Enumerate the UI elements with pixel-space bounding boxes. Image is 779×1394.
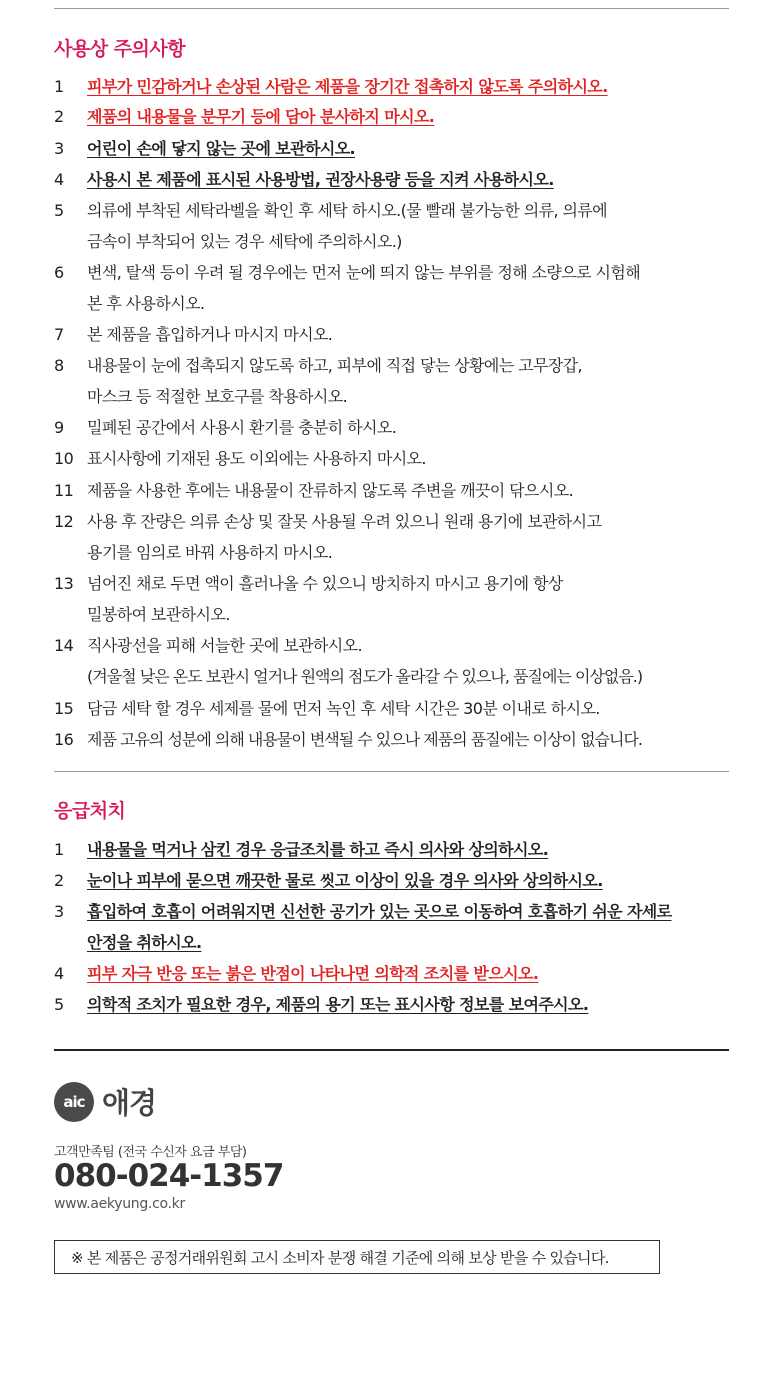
item-text: 제품을 사용한 후에는 내용물이 잔류하지 않도록 주변을 깨끗이 닦으시오. bbox=[87, 481, 574, 500]
item-text: 사용시 본 제품에 표시된 사용방법, 권장사용량 등을 지켜 사용하시오. bbox=[87, 170, 554, 189]
first-aid-item-2 bbox=[54, 865, 754, 896]
website-link[interactable]: www.aekyung.co.kr bbox=[54, 1196, 185, 1212]
item-text: 제품의 내용물을 분무기 등에 담아 분사하지 마시오. bbox=[87, 107, 435, 126]
item-line: 금속이 부착되어 있는 경우 세탁에 주의하시오.) bbox=[87, 232, 402, 251]
item-number: 5 bbox=[54, 995, 64, 1014]
first-aid-item-3 bbox=[54, 896, 754, 958]
item-text bbox=[87, 630, 754, 692]
aic-logo-icon: aic bbox=[54, 1082, 94, 1122]
caution-item-11 bbox=[54, 475, 754, 506]
item-number: 16 bbox=[54, 730, 74, 749]
item-text bbox=[87, 896, 754, 958]
item-number: 2 bbox=[54, 107, 64, 126]
caution-item-2 bbox=[54, 101, 754, 132]
item-line: 넘어진 채로 두면 액이 흘러나올 수 있으니 방치하지 마시고 용기에 항상 bbox=[87, 574, 563, 593]
item-line: 사용 후 잔량은 의류 손상 및 잘못 사용될 우려 있으니 원래 용기에 보관하시고 bbox=[87, 512, 602, 531]
first-aid-item-5 bbox=[54, 989, 754, 1020]
item-text: 밀폐된 공간에서 사용시 환기를 충분히 하시오. bbox=[87, 418, 397, 437]
customer-service-label: 고객만족팀 (전국 수신자 요금 부담) bbox=[54, 1145, 247, 1160]
item-number: 4 bbox=[54, 964, 64, 983]
item-text bbox=[87, 506, 754, 568]
first-aid-item-1 bbox=[54, 834, 754, 865]
caution-item-8 bbox=[54, 350, 754, 412]
item-number: 13 bbox=[54, 574, 74, 593]
item-number: 3 bbox=[54, 902, 64, 921]
caution-item-4 bbox=[54, 164, 754, 195]
item-text: 담금 세탁 할 경우 세제를 물에 먼저 녹인 후 세탁 시간은 30분 이내로 하시오. bbox=[87, 699, 600, 718]
item-number: 11 bbox=[54, 481, 74, 500]
item-line: 의류에 부착된 세탁라벨을 확인 후 세탁 하시오.(물 빨래 불가능한 의류, 의류에 bbox=[87, 201, 608, 220]
item-line: 안정을 취하시오. bbox=[87, 933, 202, 952]
aekyung-logo bbox=[54, 1081, 156, 1122]
item-line: (겨울철 낮은 온도 보관시 얼거나 원액의 점도가 올라갈 수 있으나, 품질에는 이상없음.) bbox=[87, 667, 643, 686]
item-text: 피부 자극 반응 또는 붉은 반점이 나타나면 의학적 조치를 받으시오. bbox=[87, 964, 539, 983]
item-line: 내용물이 눈에 접촉되지 않도록 하고, 피부에 직접 닿는 상황에는 고무장갑, bbox=[87, 356, 583, 375]
item-number: 12 bbox=[54, 512, 74, 531]
item-number: 3 bbox=[54, 139, 64, 158]
item-number: 1 bbox=[54, 840, 64, 859]
item-text bbox=[87, 568, 754, 630]
caution-item-10 bbox=[54, 443, 754, 474]
brand-name: 애경 bbox=[102, 1086, 157, 1120]
item-number: 14 bbox=[54, 636, 74, 655]
notice-text: ※ 본 제품은 공정거래위원회 고시 소비자 분쟁 해결 기준에 의해 보상 받을 수 있습니다. bbox=[71, 1248, 609, 1267]
caution-item-5 bbox=[54, 195, 754, 257]
caution-item-16 bbox=[54, 724, 754, 755]
caution-section-title: 사용상 주의사항 bbox=[54, 38, 186, 60]
top-divider bbox=[54, 8, 729, 9]
item-number: 4 bbox=[54, 170, 64, 189]
item-number: 2 bbox=[54, 871, 64, 890]
caution-item-15 bbox=[54, 693, 754, 724]
caution-item-13 bbox=[54, 568, 754, 630]
caution-item-14 bbox=[54, 630, 754, 692]
item-number: 1 bbox=[54, 77, 64, 96]
first-aid-section-title: 응급처치 bbox=[54, 800, 126, 822]
item-number: 8 bbox=[54, 356, 64, 375]
caution-item-9 bbox=[54, 412, 754, 443]
item-line: 용기를 임의로 바꿔 사용하지 마시오. bbox=[87, 543, 333, 562]
item-text: 어린이 손에 닿지 않는 곳에 보관하시오. bbox=[87, 139, 356, 158]
item-line: 변색, 탈색 등이 우려 될 경우에는 먼저 눈에 띄지 않는 부위를 정해 소량으로 시험해 bbox=[87, 263, 641, 282]
item-text: 본 제품을 흡입하거나 마시지 마시오. bbox=[87, 325, 333, 344]
section-divider bbox=[54, 771, 729, 772]
caution-item-7 bbox=[54, 319, 754, 350]
item-text bbox=[87, 350, 754, 412]
item-text: 내용물을 먹거나 삼킨 경우 응급조치를 하고 즉시 의사와 상의하시오. bbox=[87, 840, 549, 859]
item-number: 10 bbox=[54, 449, 74, 468]
item-text: 눈이나 피부에 묻으면 깨끗한 물로 씻고 이상이 있을 경우 의사와 상의하시오. bbox=[87, 871, 603, 890]
item-number: 7 bbox=[54, 325, 64, 344]
item-line: 본 후 사용하시오. bbox=[87, 294, 205, 313]
customer-service-phone[interactable]: 080-024-1357 bbox=[54, 1158, 284, 1194]
item-number: 5 bbox=[54, 201, 64, 220]
caution-item-1 bbox=[54, 71, 754, 102]
footer-divider bbox=[54, 1049, 729, 1051]
item-text bbox=[87, 257, 754, 319]
item-number: 15 bbox=[54, 699, 74, 718]
item-line: 마스크 등 적절한 보호구를 착용하시오. bbox=[87, 387, 348, 406]
item-text: 표시사항에 기재된 용도 이외에는 사용하지 마시오. bbox=[87, 449, 426, 468]
item-text bbox=[87, 195, 754, 257]
item-number: 6 bbox=[54, 263, 64, 282]
item-text: 의학적 조치가 필요한 경우, 제품의 용기 또는 표시사항 정보를 보여주시오. bbox=[87, 995, 589, 1014]
item-number: 9 bbox=[54, 418, 64, 437]
item-text: 제품 고유의 성분에 의해 내용물이 변색될 수 있으나 제품의 품질에는 이상이 없습니다. bbox=[87, 730, 642, 749]
caution-item-3 bbox=[54, 133, 754, 164]
item-text: 피부가 민감하거나 손상된 사람은 제품을 장기간 접촉하지 않도록 주의하시오. bbox=[87, 77, 608, 96]
compensation-notice bbox=[54, 1240, 660, 1274]
item-line: 흡입하여 호흡이 어려워지면 신선한 공기가 있는 곳으로 이동하여 호흡하기 쉬운 자세로 bbox=[87, 902, 672, 921]
caution-item-6 bbox=[54, 257, 754, 319]
item-line: 직사광선을 피해 서늘한 곳에 보관하시오. bbox=[87, 636, 362, 655]
caution-item-12 bbox=[54, 506, 754, 568]
first-aid-item-4 bbox=[54, 958, 754, 989]
item-line: 밀봉하여 보관하시오. bbox=[87, 605, 230, 624]
